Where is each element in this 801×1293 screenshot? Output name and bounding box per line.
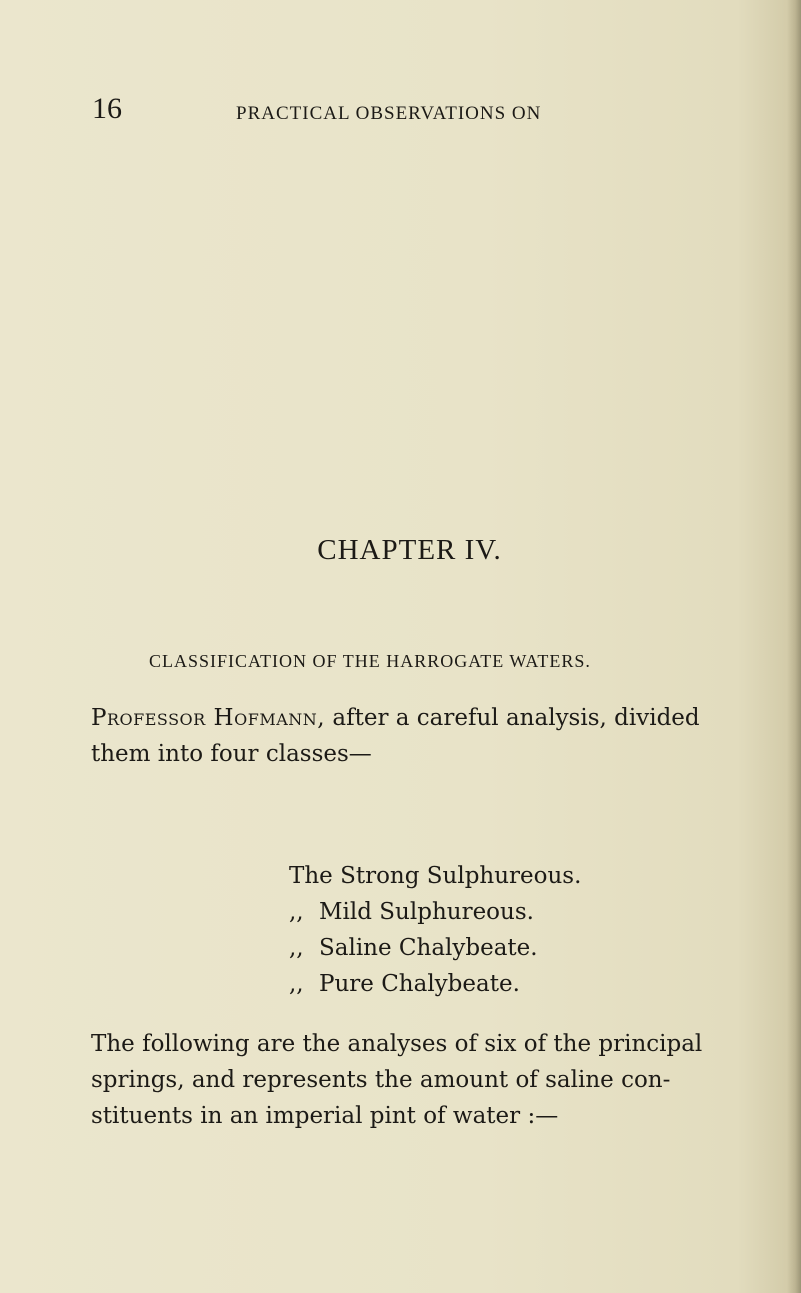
page-number: 16 <box>92 92 122 125</box>
classes-list <box>289 858 581 1002</box>
list-item <box>289 894 581 930</box>
chapter-title-text: CHAPTER IV. <box>317 534 502 566</box>
chapter-title <box>0 535 801 565</box>
intro-line-1-rest: after a careful analysis, divided <box>325 705 700 731</box>
class-label: Mild Sulphureous. <box>319 899 534 925</box>
class-label: Pure Chalybeate. <box>319 971 520 997</box>
running-head: PRACTICAL OBSERVATIONS ON <box>236 103 542 124</box>
list-item <box>289 858 581 894</box>
chapter-subtitle: CLASSIFICATION OF THE HARROGATE WATERS. <box>149 651 591 671</box>
intro-line-2: them into four classes— <box>91 741 372 767</box>
closing-line: The following are the analyses of six of the principal <box>91 1031 703 1057</box>
list-item <box>289 966 581 1002</box>
ditto-mark: ,, <box>289 971 304 997</box>
closing-paragraph <box>91 1026 741 1134</box>
closing-line: springs, and represents the amount of saline con- <box>91 1067 671 1093</box>
closing-line: stituents in an imperial pint of water :— <box>91 1103 559 1129</box>
class-label: The Strong Sulphureous. <box>289 863 582 889</box>
list-item <box>289 930 581 966</box>
ditto-mark: ,, <box>289 899 304 925</box>
page-edge-shadow <box>787 0 801 1293</box>
intro-line-1 <box>91 700 741 736</box>
ditto-mark: ,, <box>289 935 304 961</box>
intro-paragraph <box>91 700 741 772</box>
class-label: Saline Chalybeate. <box>319 935 538 961</box>
author-name: Professor Hofmann, <box>91 705 326 731</box>
